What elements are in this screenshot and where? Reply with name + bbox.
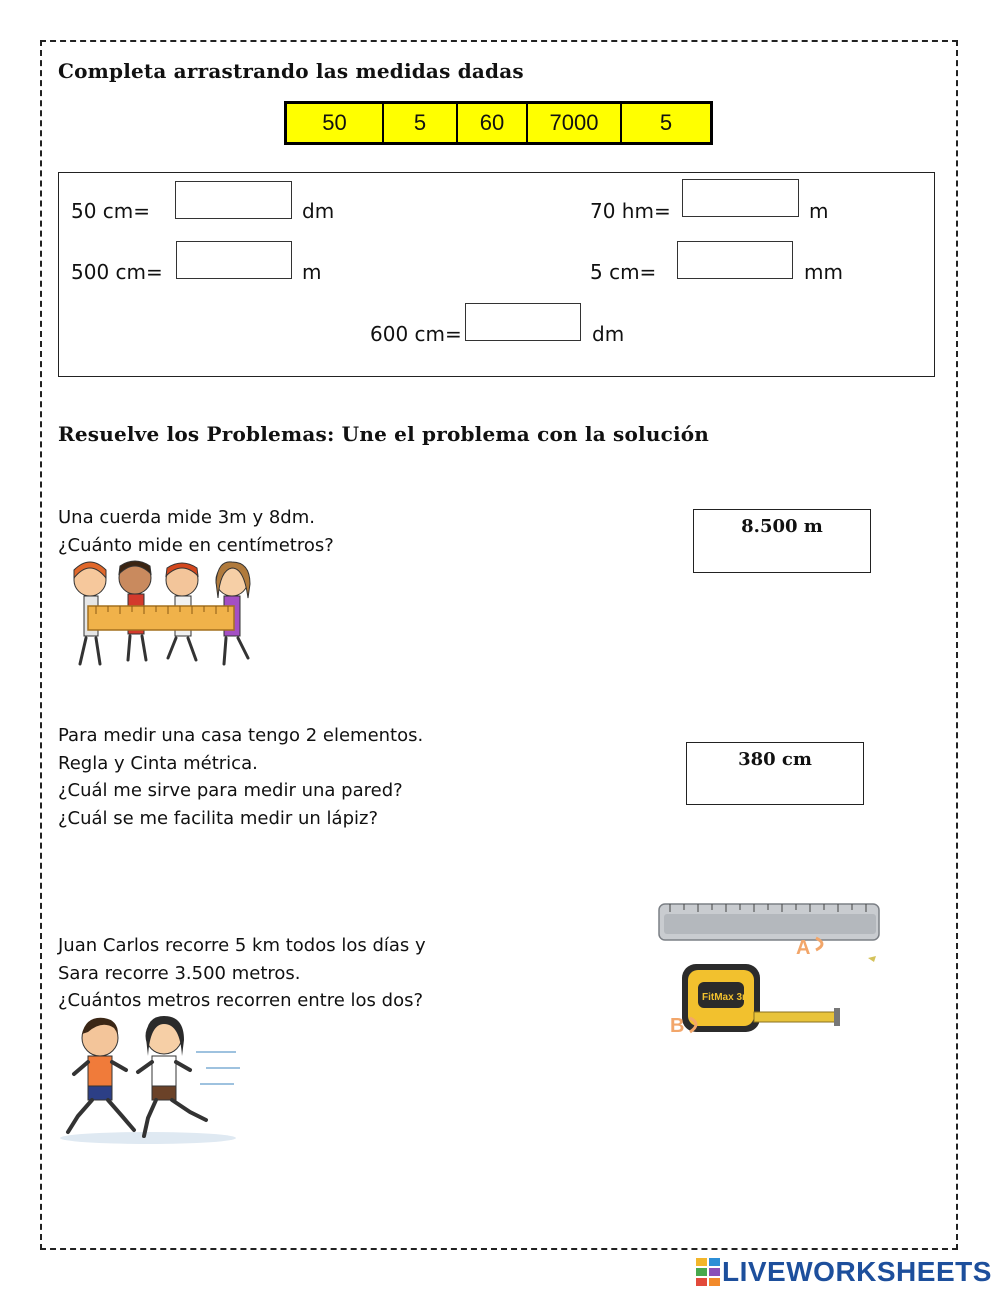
word-bank-chip[interactable]: 5 — [384, 104, 458, 142]
problem-line: Juan Carlos recorre 5 km todos los días y — [58, 935, 426, 956]
conversion-label: 600 cm= — [370, 322, 462, 346]
problem-line: Una cuerda mide 3m y 8dm. — [58, 507, 315, 528]
conversion-unit: m — [809, 199, 829, 223]
problem-line: ¿Cuántos metros recorren entre los dos? — [58, 990, 424, 1011]
liveworksheets-wordmark: LIVEWORKSHEETS — [722, 1256, 992, 1287]
kids-ruler-illustration — [60, 558, 270, 670]
problem-1-text[interactable] — [58, 504, 334, 559]
conversion-label: 500 cm= — [71, 260, 163, 284]
answer-card[interactable]: 380 cm — [686, 742, 864, 805]
word-bank-chip[interactable]: 50 — [287, 104, 384, 142]
conversion-label: 50 cm= — [71, 199, 151, 223]
problem-line: Regla y Cinta métrica. — [58, 752, 258, 774]
drop-zone[interactable] — [175, 181, 292, 219]
section2-title: Resuelve los Problemas: Une el problema con la solución — [58, 422, 710, 446]
problem-line: Sara recorre 3.500 metros. — [58, 962, 301, 984]
tape-brand: FitMax 3m — [702, 992, 751, 1003]
ruler-tape-illustration — [656, 900, 880, 1042]
drop-zone[interactable] — [176, 241, 292, 279]
drop-zone[interactable] — [677, 241, 793, 279]
word-bank-chip[interactable]: 7000 — [528, 104, 622, 142]
tape-label: B — [670, 1015, 685, 1037]
problem-line: ¿Cuál se me facilita medir un lápiz? — [58, 807, 379, 829]
liveworksheets-logo — [696, 1256, 992, 1288]
word-bank-chip[interactable]: 5 — [659, 110, 673, 135]
drop-zone[interactable] — [465, 303, 581, 341]
liveworksheets-icon — [696, 1258, 722, 1286]
conversion-unit: dm — [592, 322, 625, 346]
problem-2-text[interactable] — [58, 722, 423, 832]
conversion-label: 70 hm= — [590, 199, 671, 223]
runners-illustration — [56, 1012, 242, 1146]
problem-line: ¿Cuál me sirve para medir una pared? — [58, 780, 403, 801]
problem-line: Para medir una casa tengo 2 elementos. — [58, 725, 424, 746]
conversion-label: 5 cm= — [590, 260, 657, 284]
ruler-label: A — [796, 937, 811, 959]
drop-zone[interactable] — [682, 179, 799, 217]
problem-line: ¿Cuánto mide en centímetros? — [58, 534, 334, 556]
conversion-unit: mm — [804, 260, 843, 284]
word-bank-chip[interactable]: 60 — [458, 104, 528, 142]
answer-card[interactable]: 8.500 m — [693, 509, 871, 573]
conversion-unit: dm — [302, 199, 335, 223]
problem-3-text[interactable] — [58, 932, 426, 1015]
word-bank — [284, 101, 713, 145]
conversion-unit: m — [302, 260, 322, 284]
section1-title: Completa arrastrando las medidas dadas — [58, 59, 524, 83]
